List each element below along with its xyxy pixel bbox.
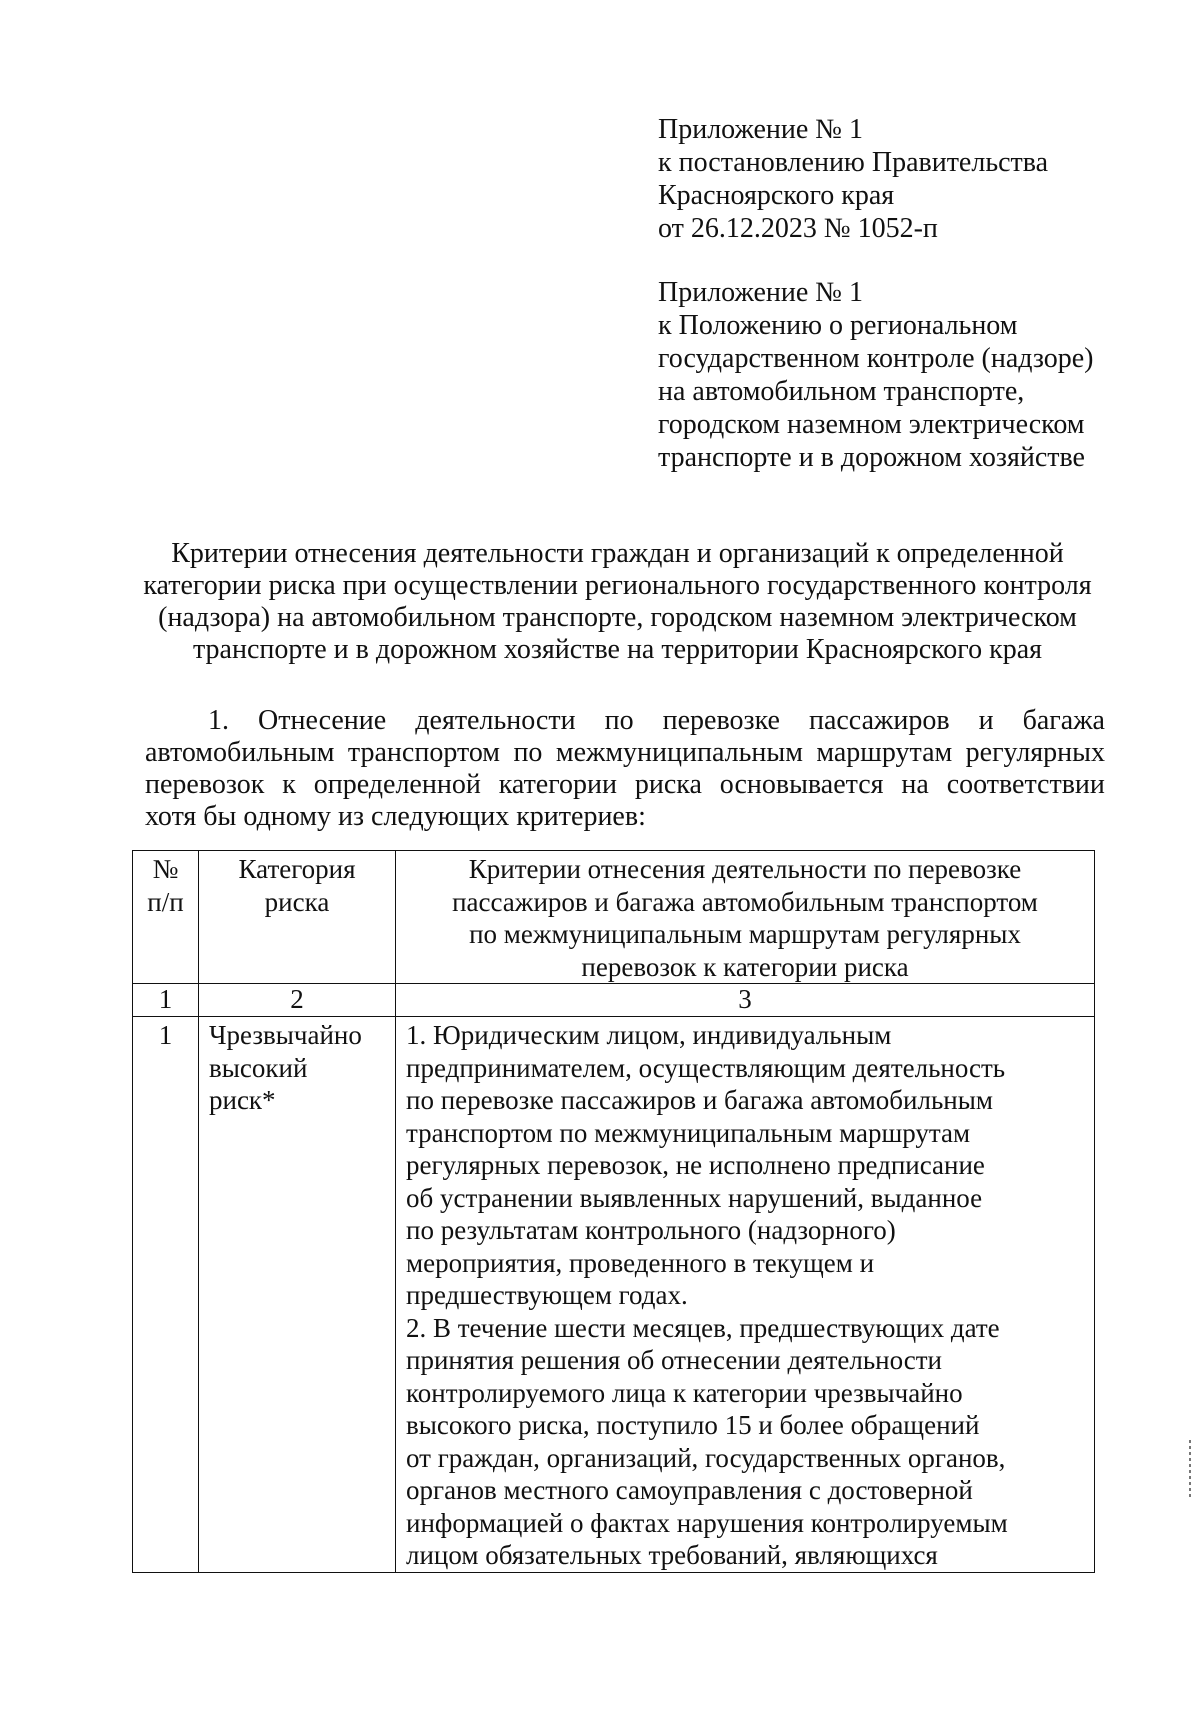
header-category: [199, 851, 396, 984]
paragraph-line: [145, 769, 1105, 801]
paragraph-word: перевозок: [145, 769, 265, 800]
annex-line: городском наземном электрическом: [658, 409, 1085, 440]
scan-margin-mark: [1189, 1440, 1191, 1498]
category-line: риск*: [209, 1085, 276, 1115]
annex-to-resolution-block: [658, 113, 1048, 245]
paragraph-word: межмуниципальным: [555, 737, 803, 768]
criteria-line: предшествующем годах.: [406, 1280, 688, 1310]
criteria-line: лицом обязательных требований, являющихся: [406, 1540, 938, 1570]
annex-to-regulation-block: [658, 276, 1094, 474]
criteria-line: об устранении выявленных нарушений, выданное: [406, 1182, 983, 1213]
paragraph-line: [145, 705, 1105, 737]
paragraph-word: по: [513, 737, 543, 768]
title-line: транспорте и в дорожном хозяйстве на территории Красноярского края: [192, 634, 1043, 665]
paragraph-word: соответствии: [946, 769, 1105, 800]
paragraph-word: определенной: [313, 769, 481, 800]
title-line: Критерии отнесения деятельности граждан и организаций к определенной: [171, 538, 1064, 569]
row-criteria: [396, 1017, 1095, 1573]
paragraph-word: и: [978, 705, 994, 736]
annex-line: Приложение № 1: [658, 277, 863, 308]
paragraph-word: автомобильным: [145, 737, 335, 768]
paragraph-line: [145, 737, 1105, 769]
criteria-line: по перевозке пассажиров и багажа автомобильным: [406, 1085, 993, 1115]
criteria-line: по результатам контрольного (надзорного): [406, 1215, 896, 1245]
paragraph-1: [145, 705, 1105, 833]
document-title: [130, 538, 1105, 666]
header-criteria: [396, 851, 1095, 984]
row-number: 1: [133, 1017, 199, 1573]
header-line: риска: [264, 886, 330, 917]
title-line: категории риска при осуществлении регионального государственного контроля: [143, 570, 1092, 601]
annex-line: Красноярского края: [658, 180, 895, 211]
risk-criteria-table: [132, 850, 1095, 1573]
paragraph-word: регулярных: [965, 737, 1105, 768]
criteria-line: органов местного самоуправления с достоверной: [406, 1475, 973, 1505]
criteria-line: высокого риска, поступило 15 и более обращений: [406, 1410, 980, 1440]
column-number-row: [133, 984, 1095, 1017]
paragraph-word: пассажиров: [808, 705, 950, 736]
header-line: пассажиров и багажа автомобильным транспортом: [452, 886, 1038, 917]
paragraph-word: к: [282, 769, 296, 800]
paragraph-line: хотя бы одному из следующих критериев:: [145, 801, 646, 832]
column-number: 3: [396, 984, 1095, 1017]
paragraph-word: риска: [634, 769, 702, 800]
criteria-line: контролируемого лица к категории чрезвычайно: [406, 1377, 963, 1408]
paragraph-word: багажа: [1022, 705, 1105, 736]
category-line: Чрезвычайно: [209, 1020, 362, 1050]
annex-line: на автомобильном транспорте,: [658, 376, 1025, 407]
header-line: по межмуниципальным маршрутам регулярных: [469, 919, 1021, 949]
criteria-line: информацией о фактах нарушения контролируемым: [406, 1507, 1008, 1538]
paragraph-word: транспортом: [347, 737, 501, 768]
paragraph-word: на: [901, 769, 929, 800]
paragraph-word: основывается: [719, 769, 884, 800]
annex-line: от 26.12.2023 № 1052-п: [658, 213, 938, 244]
paragraph-word: перевозке: [662, 705, 780, 736]
annex-line: к постановлению Правительства: [658, 147, 1049, 178]
annex-line: Приложение № 1: [658, 114, 863, 145]
criteria-line: мероприятия, проведенного в текущем и: [406, 1247, 875, 1278]
criteria-line: 2. В течение шести месяцев, предшествующих дате: [406, 1312, 1000, 1343]
header-line: перевозок к категории риска: [581, 951, 909, 982]
paragraph-word: Отнесение: [258, 705, 387, 736]
column-number: 2: [199, 984, 396, 1017]
annex-line: к Положению о региональном: [658, 310, 1018, 341]
paragraph-word: категории: [498, 769, 617, 800]
criteria-line: предпринимателем, осуществляющим деятельность: [406, 1052, 1006, 1083]
paragraph-word: деятельности: [415, 705, 576, 736]
table-header-row: [133, 851, 1095, 984]
criteria-line: регулярных перевозок, не исполнено предписание: [406, 1150, 985, 1180]
criteria-line: 1. Юридическим лицом, индивидуальным: [406, 1020, 892, 1050]
column-number: 1: [133, 984, 199, 1017]
criteria-line: транспортом по межмуниципальным маршрутам: [406, 1117, 971, 1148]
category-line: высокий: [209, 1052, 308, 1083]
row-category: [199, 1017, 396, 1573]
criteria-line: принятия решения об отнесении деятельности: [406, 1345, 943, 1375]
header-line: №: [152, 854, 179, 884]
paragraph-word: маршрутам: [816, 737, 953, 768]
header-line: п/п: [147, 886, 184, 917]
paragraph-word: 1.: [208, 705, 229, 736]
paragraph-word: по: [604, 705, 634, 736]
annex-line: государственном контроле (надзоре): [658, 343, 1094, 374]
header-line: Критерии отнесения деятельности по перевозке: [468, 854, 1022, 884]
title-line: (надзора) на автомобильном транспорте, городском наземном электрическом: [158, 602, 1077, 633]
header-number: [133, 851, 199, 984]
annex-line: транспорте и в дорожном хозяйстве: [658, 442, 1085, 473]
criteria-line: от граждан, организаций, государственных органов,: [406, 1442, 1006, 1473]
table-row: [133, 1017, 1095, 1573]
header-line: Категория: [238, 854, 356, 884]
